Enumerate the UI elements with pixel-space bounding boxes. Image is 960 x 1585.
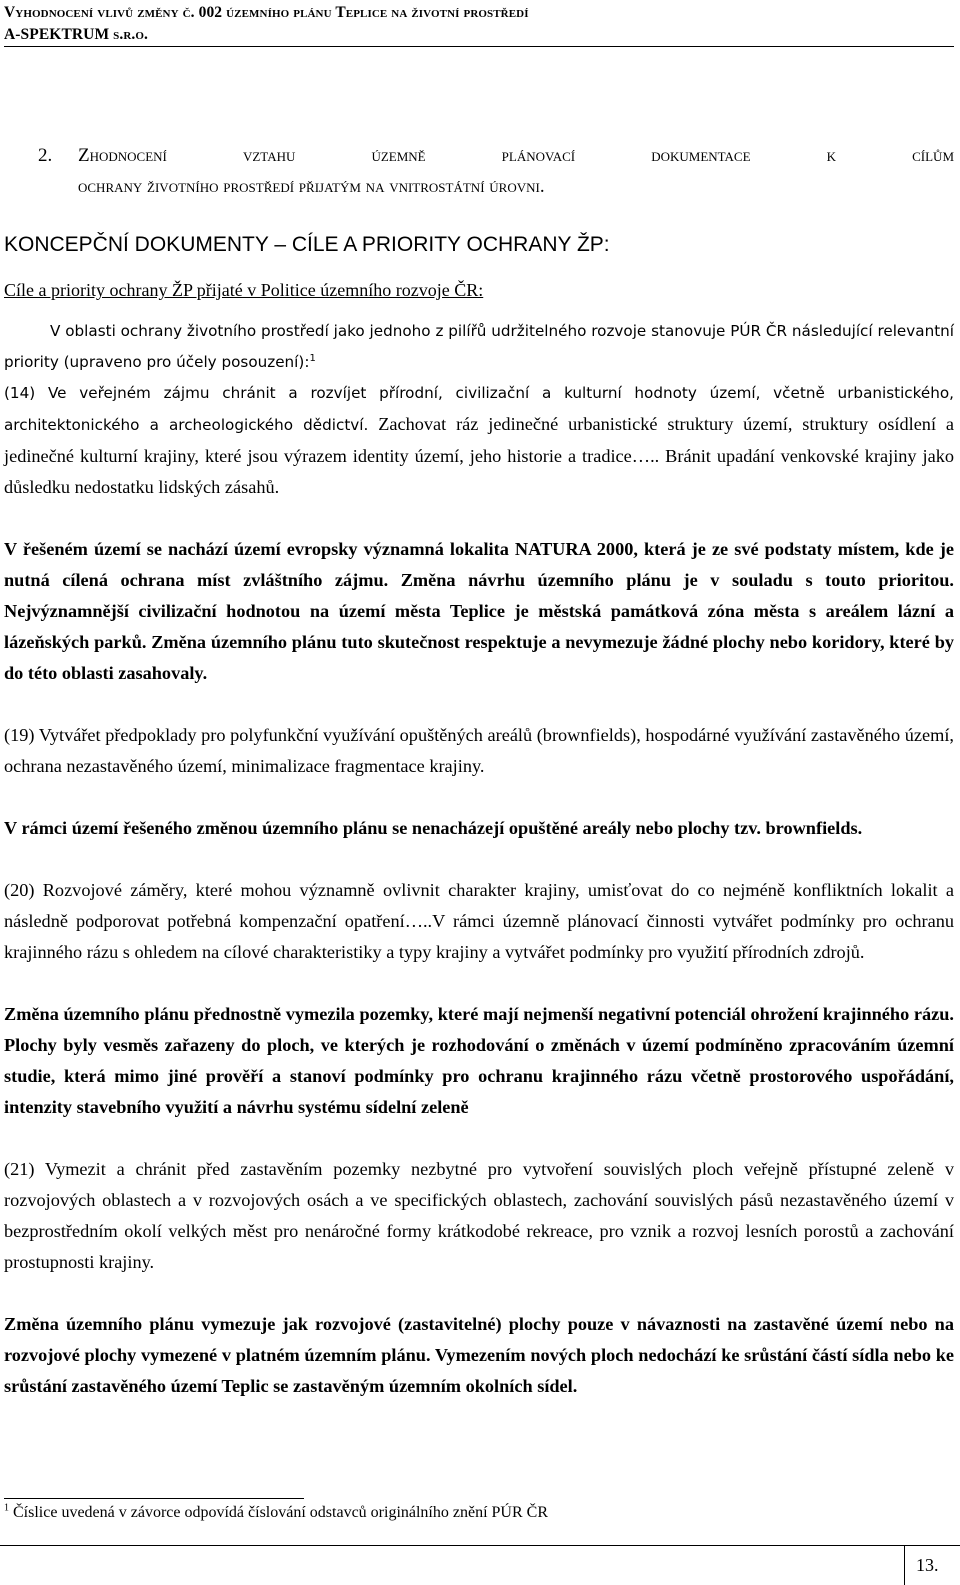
footnote-divider xyxy=(4,1498,304,1499)
section-number: 2. xyxy=(38,145,53,166)
priority-14-sans-text: (14) Ve veřejném zájmu chránit a rozvíjet přírodní, civilizační a kulturní hodnoty území, včetně urbanistického, architektonického a archeologického dědictví. xyxy=(4,384,954,434)
running-header xyxy=(4,2,954,46)
concept-documents-heading: KONCEPČNÍ DOKUMENTY – CÍLE A PRIORITY OCHRANY ŽP: xyxy=(4,233,610,256)
priority-14 xyxy=(4,378,954,503)
header-company: A-SPEKTRUM s.r.o. xyxy=(4,26,149,43)
intro-text: V oblasti ochrany životního prostředí jako jednoho z pilířů udržitelného rozvoje stanovuje PÚR ČR následující relevantní priority (upraveno pro účely posouzení): xyxy=(4,322,954,371)
footnote-text: Číslice uvedená v závorce odpovídá číslování odstavců originálního znění PÚR ČR xyxy=(9,1504,548,1521)
section-title-line1: Zhodnocení vztahu územně plánovací dokumentace k cílům xyxy=(78,145,954,166)
priority-19: (19) Vytvářet předpoklady pro polyfunkční využívání opuštěných areálů (brownfields), hospodárné využívání zastavěného území, ochrana nezastavěného území, minimalizace fragmentace krajiny. xyxy=(4,725,954,776)
header-title: Vyhodnocení vlivů změny č. 002 územního plánu Teplice na životní prostředí xyxy=(4,4,529,21)
priority-14-assessment: V řešeném území se nachází území evropsky významná lokalita NATURA 2000, která je ze své podstaty místem, kde je nutná cílená ochrana míst zvláštního zájmu. Změna návrhu územního plánu je v souladu s touto prioritou. Nejvýznamnější civilizační hodnotou na území města Teplice je městská památková zóna města s areálem lázní a lázeňských parků. Změna územního plánu tuto skutečnost respektuje a nevymezuje žádné plochy nebo koridory, které by do této oblasti zasahovaly. xyxy=(4,539,954,683)
footnote-number: 1 xyxy=(4,1502,9,1514)
priority-14-serif-text: Zachovat ráz jedinečné urbanistické struktury území, struktury osídlení a jedinečné kulturní krajiny, které jsou výrazem identity území, jeho historie a tradice….. Bránit upadání venkovské krajiny jako důsledku nedostatku lidských zásahů. xyxy=(4,414,954,497)
page-number-box-edge xyxy=(904,1545,905,1585)
priority-19-assessment: V rámci území řešeného změnou územního plánu se nenacházejí opuštěné areály nebo plochy tzv. brownfields. xyxy=(4,818,863,838)
intro-paragraph xyxy=(4,316,954,378)
priority-20: (20) Rozvojové záměry, které mohou významně ovlivnit charakter krajiny, umisťovat do co nejméně konfliktních lokalit a následně podporovat potřebná kompenzační opatření…..V rámci územně plánovací činnosti vytvářet podmínky pro ochranu krajinného rázu s ohledem na cílové charakteristiky a typy krajiny a vytvářet podmínky pro využití přírodních zdrojů. xyxy=(4,880,954,962)
page-number: 13. xyxy=(916,1555,939,1575)
priority-21-assessment: Změna územního plánu vymezuje jak rozvojové (zastavitelné) plochy pouze v návaznosti na zastavěné území nebo na rozvojové plochy vymezené v platném územním plánu. Vymezením nových ploch nedochází ke srůstání částí sídla nebo ke srůstání zastavěného území Teplic se zastavěným územním okolních sídel. xyxy=(4,1314,954,1396)
footnote xyxy=(4,1502,548,1524)
priority-21: (21) Vymezit a chránit před zastavěním pozemky nezbytné pro vytvoření souvislých ploch veřejně přístupné zeleně v rozvojových oblastech a v rozvojových osách a ve specifických oblastech, zachování souvislých pásů nezastavěného území v bezprostředním okolí velkých měst pro nenáročné formy krátkodobé rekreace, pro vznik a rozvoj lesních porostů a zachování prostupnosti krajiny. xyxy=(4,1159,954,1272)
section-title-line2: ochrany životního prostředí přijatým na vnitrostátní úrovni. xyxy=(78,176,545,197)
header-divider xyxy=(4,46,954,47)
footnote-ref: 1 xyxy=(309,352,316,364)
footer-divider xyxy=(0,1545,960,1546)
goals-subheading: Cíle a priority ochrany ŽP přijaté v Politice územního rozvoje ČR: xyxy=(4,280,484,300)
priority-20-assessment: Změna územního plánu přednostně vymezila pozemky, které mají nejmenší negativní potenciál ohrožení krajinného rázu. Plochy byly vesměs zařazeny do ploch, ve kterých je rozhodování o změnách v území podmíněno zpracováním územní studie, která mimo jiné prověří a stanoví podmínky pro ochranu krajinného rázu včetně prostorového uspořádání, intenzity stavebního využití a návrhu systému sídelní zeleně xyxy=(4,1004,954,1117)
